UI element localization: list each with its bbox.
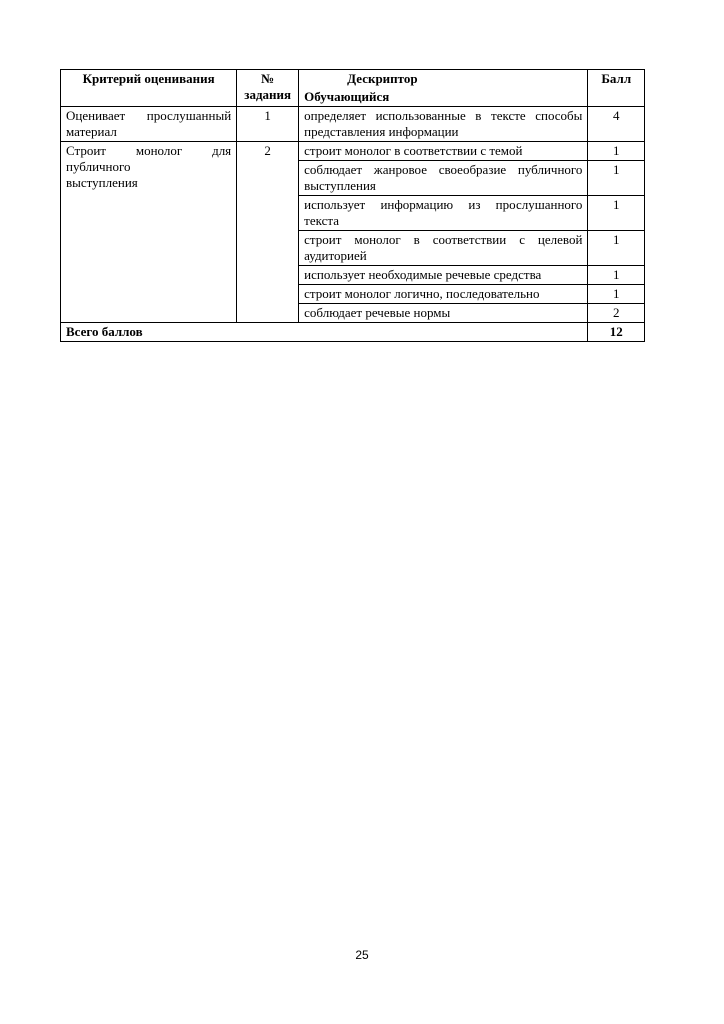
descriptor-cell: использует информацию из прослушанного текста	[299, 196, 588, 231]
task-number-cell: 2	[237, 142, 299, 323]
table-row	[61, 142, 645, 161]
table-row	[61, 107, 645, 142]
descriptor-cell: соблюдает жанровое своеобразие публичного выступления	[299, 161, 588, 196]
criterion-cell	[61, 142, 237, 323]
criterion-word: Строит	[66, 143, 106, 158]
total-score: 12	[588, 323, 645, 342]
assessment-rubric-table	[60, 69, 645, 342]
score-cell: 1	[588, 266, 645, 285]
criterion-word: для	[212, 143, 232, 158]
header-task-number-line1: №	[261, 71, 275, 86]
page-number: 25	[355, 948, 369, 962]
score-cell: 4	[588, 107, 645, 142]
score-cell: 1	[588, 285, 645, 304]
header-score: Балл	[588, 70, 645, 107]
header-task-number	[237, 70, 299, 107]
criterion-rest: публичного выступления	[66, 159, 138, 190]
descriptor-cell: строит монолог в соответствии с темой	[299, 142, 588, 161]
criterion-first-line	[66, 143, 231, 159]
descriptor-cell: строит монолог в соответствии с целевой аудиторией	[299, 231, 588, 266]
descriptor-cell: строит монолог логично, последовательно	[299, 285, 588, 304]
header-task-number-line2: задания	[244, 87, 292, 102]
score-cell: 1	[588, 142, 645, 161]
header-student: Обучающийся	[299, 88, 588, 107]
score-cell: 1	[588, 196, 645, 231]
descriptor-cell: соблюдает речевые нормы	[299, 304, 588, 323]
header-descriptor: Дескриптор	[299, 70, 588, 89]
score-cell: 1	[588, 161, 645, 196]
criterion-word: монолог	[135, 143, 183, 158]
score-cell: 2	[588, 304, 645, 323]
header-criterion: Критерий оценивания	[61, 70, 237, 107]
descriptor-cell: определяет использованные в тексте способы представления информации	[299, 107, 588, 142]
descriptor-cell: использует необходимые речевые средства	[299, 266, 588, 285]
total-label: Всего баллов	[61, 323, 588, 342]
header-row	[61, 70, 645, 89]
task-number-cell: 1	[237, 107, 299, 142]
total-row	[61, 323, 645, 342]
score-cell: 1	[588, 231, 645, 266]
criterion-cell: Оценивает прослушанный материал	[61, 107, 237, 142]
